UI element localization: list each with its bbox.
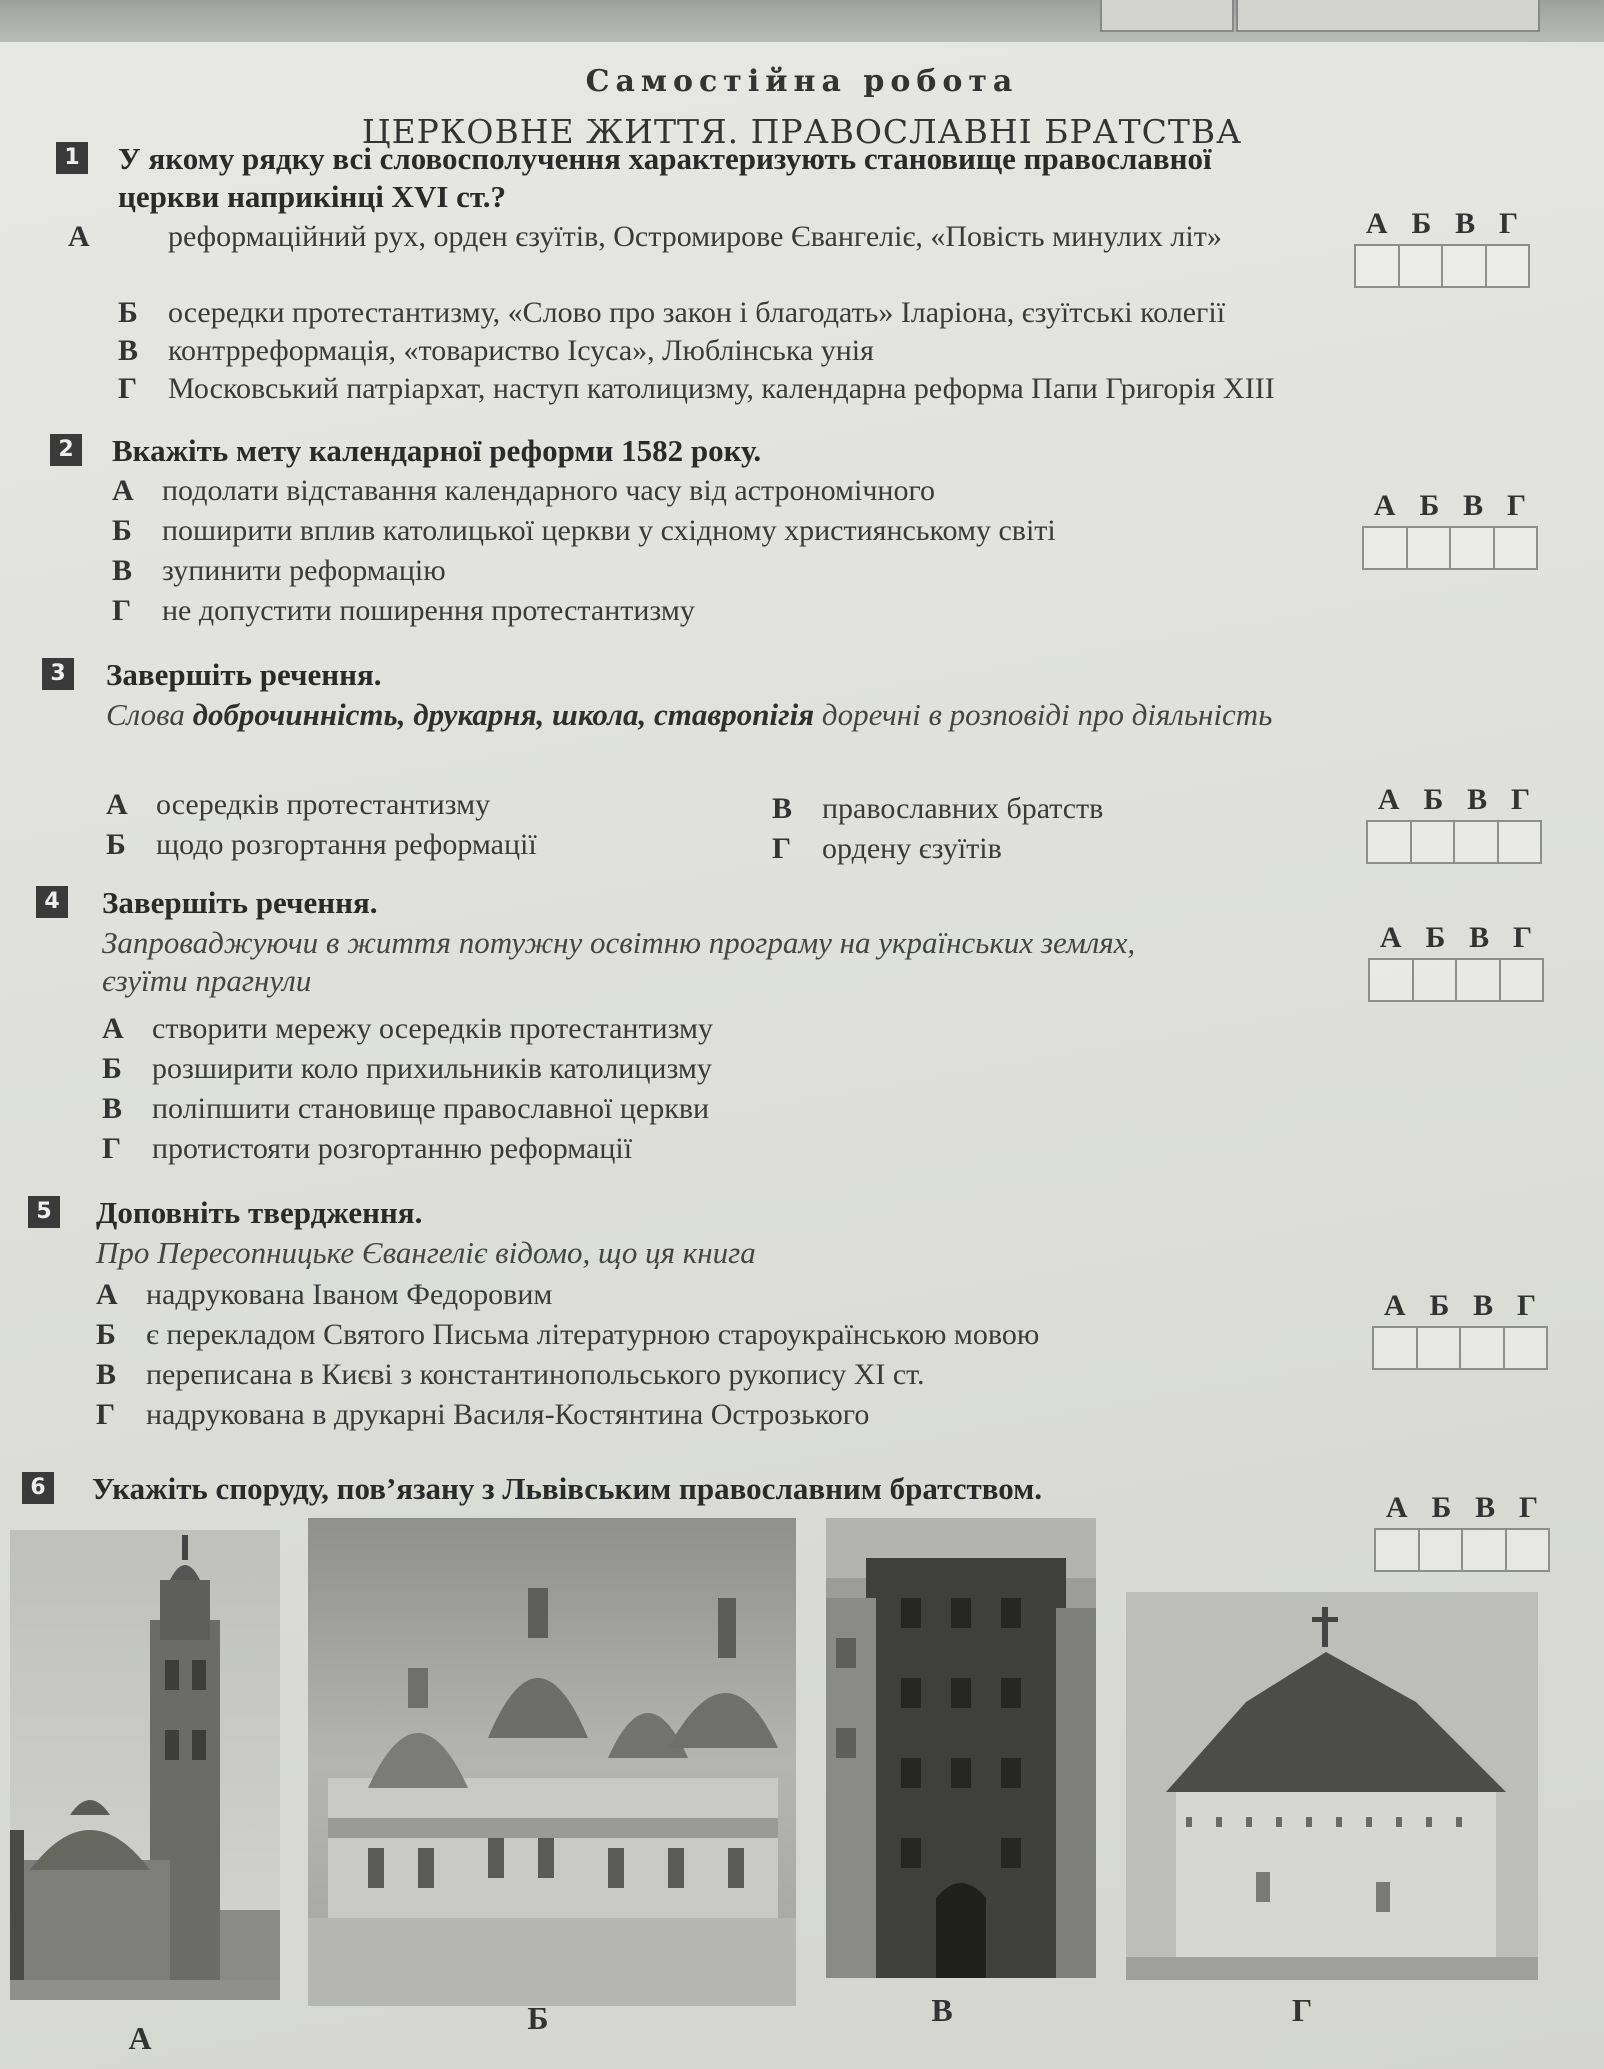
photo-caption-b: Б: [527, 2000, 549, 2036]
answer-cells[interactable]: [1368, 958, 1544, 1002]
option-c[interactable]: [772, 790, 1103, 828]
option-text: протистояти розгортанню реформації: [152, 1132, 633, 1165]
question-prompt: У якому рядку всі словосполучення характеризують становище православної церкви наприкінці XVI ст.?: [118, 141, 1212, 214]
answer-letters: А Б В Г: [1383, 1289, 1537, 1322]
option-text: Московський патріархат, наступ католицизму, календарна реформа Папи Григорія XIII: [168, 372, 1275, 405]
answer-grid-3[interactable]: [1366, 780, 1542, 864]
option-letter: Б: [96, 1318, 116, 1351]
top-box-left: [1100, 0, 1234, 32]
option-text: контрреформація, «товариство Ісуса», Люблінська унія: [168, 334, 874, 367]
option-b[interactable]: [112, 512, 1056, 550]
answer-grid-6[interactable]: [1374, 1488, 1550, 1572]
option-text: православних братств: [822, 792, 1104, 825]
option-d[interactable]: [118, 370, 1275, 408]
answer-cell-c[interactable]: [1461, 1328, 1505, 1368]
question-number: 6: [22, 1472, 54, 1504]
answer-cell-a[interactable]: [1374, 1328, 1418, 1368]
photo-caption-c: В: [931, 1992, 953, 2028]
option-a[interactable]: [96, 1276, 552, 1314]
option-d[interactable]: [112, 592, 695, 630]
option-b[interactable]: [106, 826, 537, 864]
option-letter: Г: [112, 594, 132, 627]
option-b[interactable]: [102, 1050, 712, 1088]
option-text: надрукована в друкарні Василя-Костянтина Острозького: [146, 1398, 870, 1431]
option-text: є перекладом Святого Письма літературною староукраїнською мовою: [146, 1318, 1040, 1351]
answer-letters: А Б В Г: [1377, 783, 1531, 816]
option-text: поширити вплив католицької церкви у східному християнському світі: [162, 514, 1056, 547]
question-number: 5: [28, 1196, 60, 1228]
fortified-church-photo[interactable]: [1126, 1592, 1538, 1980]
question-number: 3: [42, 658, 74, 690]
question-prompt: Доповніть твердження.: [96, 1195, 423, 1230]
fortified-church-icon: [1126, 1592, 1538, 1980]
question-stem: Про Пересопницьке Євангеліє відомо, що ця книга: [96, 1235, 756, 1270]
option-text: не допустити поширення протестантизму: [162, 594, 695, 627]
top-box-right: [1236, 0, 1540, 32]
option-a[interactable]: [102, 1010, 713, 1048]
option-letter: В: [772, 792, 793, 825]
question-stem: Слова доброчинність, друкарня, школа, ставропігія доречні в розповіді про діяльність: [106, 697, 1273, 732]
question-number: 4: [36, 886, 68, 918]
answer-cell-d[interactable]: [1505, 1328, 1547, 1368]
photo-caption-a: А: [128, 2020, 152, 2056]
option-letter: Б: [106, 828, 126, 861]
option-a[interactable]: [68, 218, 1318, 256]
question-prompt: Укажіть споруду, пов’язану з Львівським православним братством.: [92, 1471, 1042, 1506]
question-1: [56, 140, 1556, 440]
option-text: поліпшити становище православної церкви: [152, 1092, 710, 1125]
option-letter: В: [96, 1358, 117, 1391]
answer-letters: А Б В Г: [1365, 207, 1519, 240]
option-c[interactable]: [102, 1090, 709, 1128]
question-prompt: Вкажіть мету календарної реформи 1582 року.: [112, 433, 762, 468]
answer-letters: А Б В Г: [1379, 921, 1533, 954]
question-prompt: Завершіть речення.: [102, 885, 378, 920]
question-3: [42, 656, 1542, 876]
option-a[interactable]: [106, 786, 490, 824]
answer-cell-c[interactable]: [1455, 822, 1499, 862]
cathedral-with-domes-icon: [308, 1518, 796, 2006]
answer-cells[interactable]: [1362, 526, 1538, 570]
answer-cell-b[interactable]: [1400, 246, 1444, 286]
dark-stone-building-icon: [826, 1518, 1096, 1978]
option-letter: Г: [118, 372, 138, 405]
option-text: осередки протестантизму, «Слово про закон і благодать» Іларіона, єзуїтські колегії: [168, 296, 1226, 329]
option-d[interactable]: [96, 1396, 869, 1434]
answer-cell-d[interactable]: [1507, 1530, 1549, 1570]
cathedral-with-domes-photo[interactable]: [308, 1518, 796, 2006]
answer-cell-b[interactable]: [1414, 960, 1458, 1000]
option-d[interactable]: [772, 830, 1002, 868]
answer-cell-a[interactable]: [1368, 822, 1412, 862]
answer-cell-a[interactable]: [1364, 528, 1408, 568]
answer-cell-b[interactable]: [1412, 822, 1456, 862]
option-letter: Б: [112, 514, 132, 547]
question-6: [22, 1470, 1322, 1520]
answer-cell-c[interactable]: [1463, 1530, 1507, 1570]
answer-cell-b[interactable]: [1418, 1328, 1462, 1368]
dark-stone-building-photo[interactable]: [826, 1518, 1096, 1978]
question-prompt: Завершіть речення.: [106, 657, 382, 692]
answer-cell-c[interactable]: [1457, 960, 1501, 1000]
answer-cell-a[interactable]: [1356, 246, 1400, 286]
option-a[interactable]: [112, 472, 935, 510]
answer-cell-d[interactable]: [1495, 528, 1537, 568]
question-stem: Запроваджуючи в життя потужну освітню програму на українських землях, єзуїти прагнули: [102, 925, 1136, 998]
answer-grid-2[interactable]: [1362, 486, 1538, 570]
option-letter: А: [112, 474, 134, 507]
option-text: зупинити реформацію: [162, 554, 446, 587]
answer-cell-c[interactable]: [1443, 246, 1487, 286]
option-text: осередків протестантизму: [156, 788, 491, 821]
option-letter: Б: [102, 1052, 122, 1085]
answer-cell-b[interactable]: [1408, 528, 1452, 568]
option-b[interactable]: [118, 294, 1225, 332]
photo-caption-d: Г: [1291, 1992, 1313, 2028]
option-text: реформаційний рух, орден єзуїтів, Остромирове Євангеліє, «Повість минулих літ»: [168, 220, 1222, 253]
option-letter: В: [102, 1092, 123, 1125]
question-4: [36, 884, 1336, 1174]
option-b[interactable]: [96, 1316, 1039, 1354]
option-letter: Г: [102, 1132, 122, 1165]
church-with-bell-tower-photo[interactable]: [10, 1530, 280, 2000]
option-letter: Г: [96, 1398, 116, 1431]
answer-cells[interactable]: [1354, 244, 1530, 288]
question-2: [50, 432, 1550, 652]
option-text: переписана в Києві з константинопольського рукопису XI ст.: [146, 1358, 925, 1391]
question-number: 1: [56, 142, 88, 174]
option-letter: Г: [772, 832, 792, 865]
church-with-bell-tower-icon: [10, 1530, 280, 2000]
answer-cells[interactable]: [1374, 1528, 1550, 1572]
answer-letters: А Б В Г: [1373, 489, 1527, 522]
answer-grid-4[interactable]: [1368, 918, 1544, 1002]
answer-cell-d[interactable]: [1487, 246, 1529, 286]
answer-cell-a[interactable]: [1370, 960, 1414, 1000]
option-c[interactable]: [96, 1356, 925, 1394]
option-letter: В: [118, 334, 139, 367]
option-c[interactable]: [118, 332, 874, 370]
option-text: щодо розгортання реформації: [156, 828, 537, 861]
option-text: створити мережу осередків протестантизму: [152, 1012, 714, 1045]
answer-cell-a[interactable]: [1376, 1530, 1420, 1570]
answer-cells[interactable]: [1372, 1326, 1548, 1370]
answer-cell-d[interactable]: [1501, 960, 1543, 1000]
question-5: [28, 1194, 1378, 1454]
option-letter: А: [96, 1278, 118, 1311]
answer-cell-c[interactable]: [1451, 528, 1495, 568]
option-letter: Б: [118, 296, 138, 329]
option-text: розширити коло прихильників католицизму: [152, 1052, 712, 1085]
option-letter: А: [68, 220, 90, 253]
option-letter: В: [112, 554, 133, 587]
top-band: [0, 0, 1604, 42]
answer-grid-1[interactable]: [1354, 204, 1530, 288]
option-letter: А: [106, 788, 128, 821]
answer-grid-5[interactable]: [1372, 1286, 1548, 1370]
worksheet-title: ЦЕРКОВНЕ ЖИТТЯ. ПРАВОСЛАВНІ БРАТСТВА: [361, 112, 1243, 151]
answer-cell-d[interactable]: [1499, 822, 1541, 862]
option-text: подолати відставання календарного часу від астрономічного: [162, 474, 936, 507]
question-number: 2: [50, 434, 82, 466]
answer-letters: А Б В Г: [1385, 1491, 1539, 1524]
option-text: надрукована Іваном Федоровим: [146, 1278, 553, 1311]
option-letter: А: [102, 1012, 124, 1045]
answer-cell-b[interactable]: [1420, 1530, 1464, 1570]
worksheet-subtitle: Самостійна робота: [585, 64, 1019, 99]
option-d[interactable]: [102, 1130, 632, 1168]
answer-cells[interactable]: [1366, 820, 1542, 864]
option-text: ордену єзуїтів: [822, 832, 1002, 865]
option-c[interactable]: [112, 552, 446, 590]
